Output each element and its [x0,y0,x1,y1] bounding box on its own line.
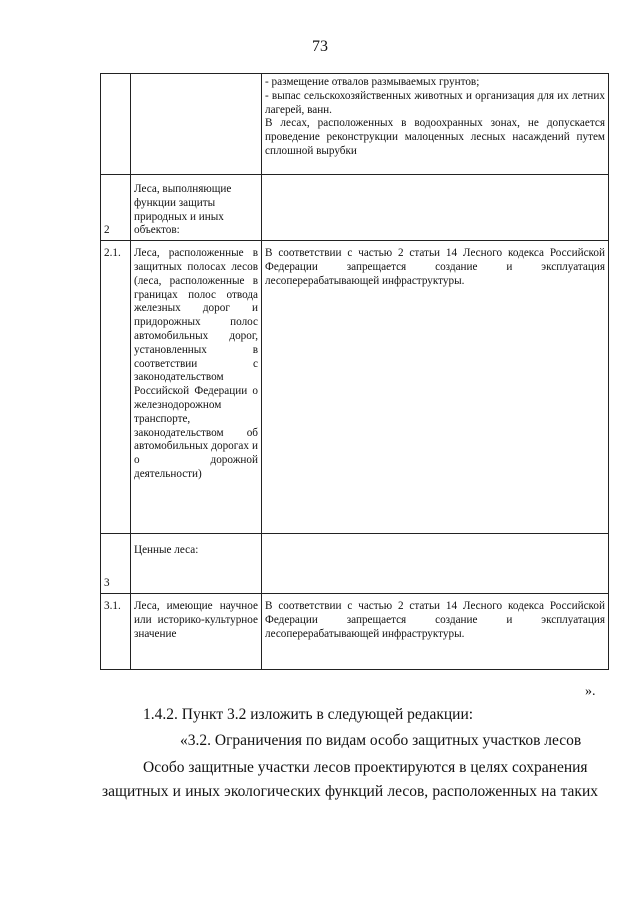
restrictions-table [100,73,609,670]
table-row [101,175,609,241]
table-row [101,241,609,534]
paragraph-amendment: 1.4.2. Пункт 3.2 изложить в следующей редакции: [143,706,474,723]
restriction-line: В соответствии с частью 2 статьи 14 Лесного кодекса Российской Федерации запрещается создание и эксплуатация лесоперерабатывающей инфраструктуры. [265,600,605,640]
row-number: 3 [101,534,131,594]
restriction-line: В соответствии с частью 2 статьи 14 Лесного кодекса Российской Федерации запрещается создание и эксплуатация лесоперерабатывающей инфраструктуры. [265,247,605,287]
forest-category: Леса, расположенные в защитных полосах лесов (леса, расположенные в границах полос отвода железных дорог и придорожных полос автомобильных дорог, установленных в соответствии с законодательством Российской Федерации о железнодорожном транспорте, законодательством об автомобильных дорогах и о дорожной деятельности) [131,241,262,534]
table-row [101,74,609,175]
closing-quote: ». [585,684,596,699]
table-row [101,534,609,594]
forest-category: Леса, выполняющие функции защиты природных и иных объектов: [131,175,262,241]
restriction-text [262,241,609,534]
restriction-text [262,594,609,670]
restriction-line: В лесах, расположенных в водоохранных зонах, не допускается проведение реконструкции малоценных лесных насаждений путем сплошной вырубки [265,117,605,157]
restriction-text [262,534,609,594]
paragraph-body-line: Особо защитные участки лесов проектируются в целях сохранения [143,759,588,776]
row-number: 3.1. [101,594,131,670]
row-number [101,74,131,175]
restriction-text [262,175,609,241]
row-number: 2.1. [101,241,131,534]
paragraph-body-line: защитных и иных экологических функций лесов, расположенных на таких [102,783,598,800]
paragraph-section-title: «3.2. Ограничения по видам особо защитных участков лесов [180,732,582,749]
forest-category: Леса, имеющие научное или историко-культурное значение [131,594,262,670]
forest-category: Ценные леса: [131,534,262,594]
row-number: 2 [101,175,131,241]
restriction-line: - размещение отвалов размываемых грунтов; [265,76,480,88]
restriction-line: - выпас сельскохозяйственных животных и организация для их летних лагерей, ванн. [265,89,605,116]
restriction-text [262,74,609,175]
table-row [101,594,609,670]
page-number: 73 [312,38,328,55]
forest-category [131,74,262,175]
